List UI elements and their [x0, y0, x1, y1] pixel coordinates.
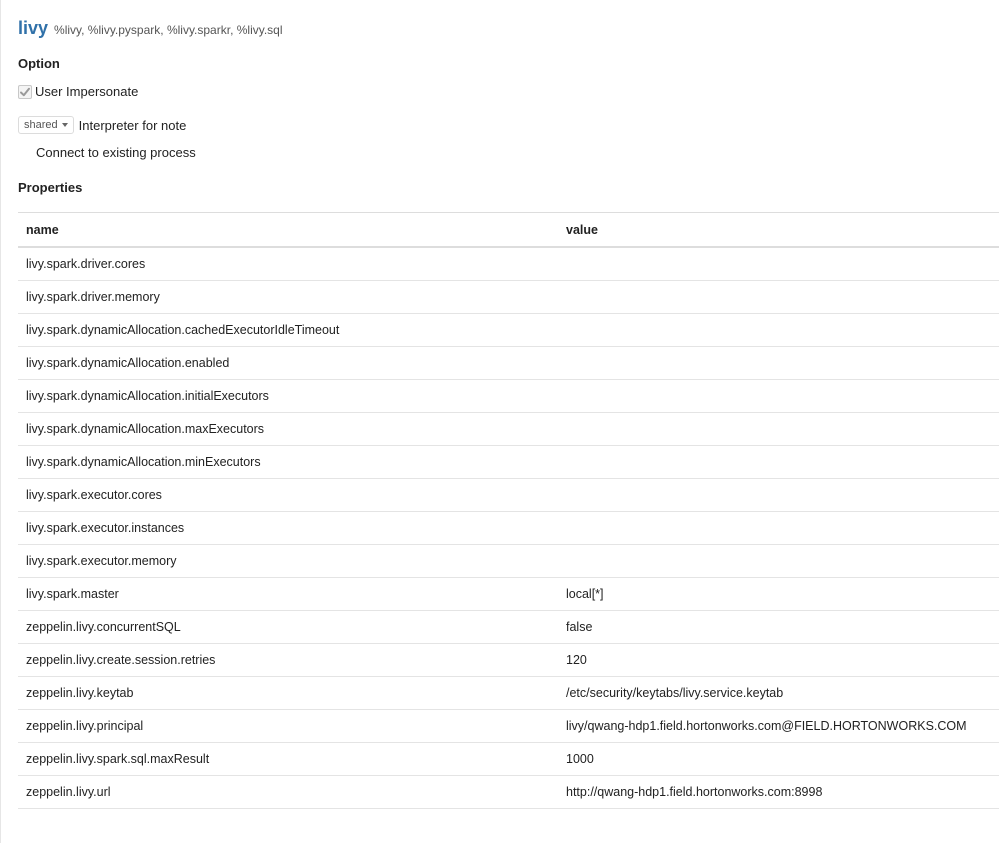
table-row — [18, 611, 999, 644]
property-value — [558, 512, 999, 545]
connect-existing-label: Connect to existing process — [36, 145, 196, 160]
user-impersonate-option[interactable] — [18, 84, 138, 99]
column-header-value: value — [558, 213, 999, 248]
connect-existing-checkbox[interactable] — [18, 146, 32, 160]
property-value: false — [558, 611, 999, 644]
property-value — [558, 545, 999, 578]
property-value: /etc/security/keytabs/livy.service.keytab — [558, 677, 999, 710]
property-name: livy.spark.master — [18, 578, 558, 611]
interpreter-mode-label: Interpreter for note — [78, 117, 187, 133]
property-name: livy.spark.executor.instances — [18, 512, 558, 545]
property-value — [558, 247, 999, 281]
interpreter-aliases: %livy, %livy.pyspark, %livy.sparkr, %livy.sql — [54, 23, 283, 37]
table-row — [18, 281, 999, 314]
property-value — [558, 314, 999, 347]
interpreter-header — [18, 18, 283, 39]
table-row — [18, 710, 999, 743]
property-name: livy.spark.dynamicAllocation.maxExecutors — [18, 413, 558, 446]
properties-header-row — [18, 213, 999, 248]
table-row — [18, 413, 999, 446]
property-name: livy.spark.driver.memory — [18, 281, 558, 314]
property-name: zeppelin.livy.spark.sql.maxResult — [18, 743, 558, 776]
property-value: livy/qwang-hdp1.field.hortonworks.com@FIELD.HORTONWORKS.COM — [558, 710, 999, 743]
property-value — [558, 413, 999, 446]
connect-existing-option[interactable] — [18, 145, 196, 160]
property-value: 120 — [558, 644, 999, 677]
table-row — [18, 247, 999, 281]
table-row — [18, 545, 999, 578]
option-section-title: Option — [18, 56, 60, 71]
properties-table — [18, 212, 999, 809]
table-row — [18, 347, 999, 380]
property-name: zeppelin.livy.create.session.retries — [18, 644, 558, 677]
property-name: livy.spark.dynamicAllocation.minExecutors — [18, 446, 558, 479]
table-row — [18, 743, 999, 776]
table-row — [18, 446, 999, 479]
chevron-down-icon — [62, 123, 68, 127]
table-row — [18, 677, 999, 710]
property-name: livy.spark.driver.cores — [18, 247, 558, 281]
interpreter-mode-dropdown[interactable] — [18, 116, 74, 134]
property-name: livy.spark.executor.memory — [18, 545, 558, 578]
table-row — [18, 578, 999, 611]
table-row — [18, 776, 999, 809]
checkmark-icon — [19, 86, 31, 98]
property-value — [558, 446, 999, 479]
property-value — [558, 347, 999, 380]
property-name: zeppelin.livy.url — [18, 776, 558, 809]
user-impersonate-label: User Impersonate — [35, 84, 139, 99]
property-name: livy.spark.dynamicAllocation.cachedExecutorIdleTimeout — [18, 314, 558, 347]
property-value: local[*] — [558, 578, 999, 611]
table-row — [18, 314, 999, 347]
table-row — [18, 512, 999, 545]
interpreter-mode-value: shared — [24, 119, 58, 131]
table-row — [18, 644, 999, 677]
property-name: zeppelin.livy.keytab — [18, 677, 558, 710]
property-name: zeppelin.livy.principal — [18, 710, 558, 743]
user-impersonate-checkbox[interactable] — [18, 85, 32, 99]
interpreter-mode-option — [18, 116, 186, 134]
property-name: zeppelin.livy.concurrentSQL — [18, 611, 558, 644]
column-header-name: name — [18, 213, 558, 248]
property-name: livy.spark.dynamicAllocation.initialExecutors — [18, 380, 558, 413]
properties-section-title: Properties — [18, 180, 83, 195]
property-name: livy.spark.dynamicAllocation.enabled — [18, 347, 558, 380]
property-value — [558, 380, 999, 413]
table-row — [18, 380, 999, 413]
property-name: livy.spark.executor.cores — [18, 479, 558, 512]
interpreter-title: livy — [18, 18, 49, 38]
table-row — [18, 479, 999, 512]
property-value — [558, 479, 999, 512]
property-value: 1000 — [558, 743, 999, 776]
property-value: http://qwang-hdp1.field.hortonworks.com:8998 — [558, 776, 999, 809]
property-value — [558, 281, 999, 314]
